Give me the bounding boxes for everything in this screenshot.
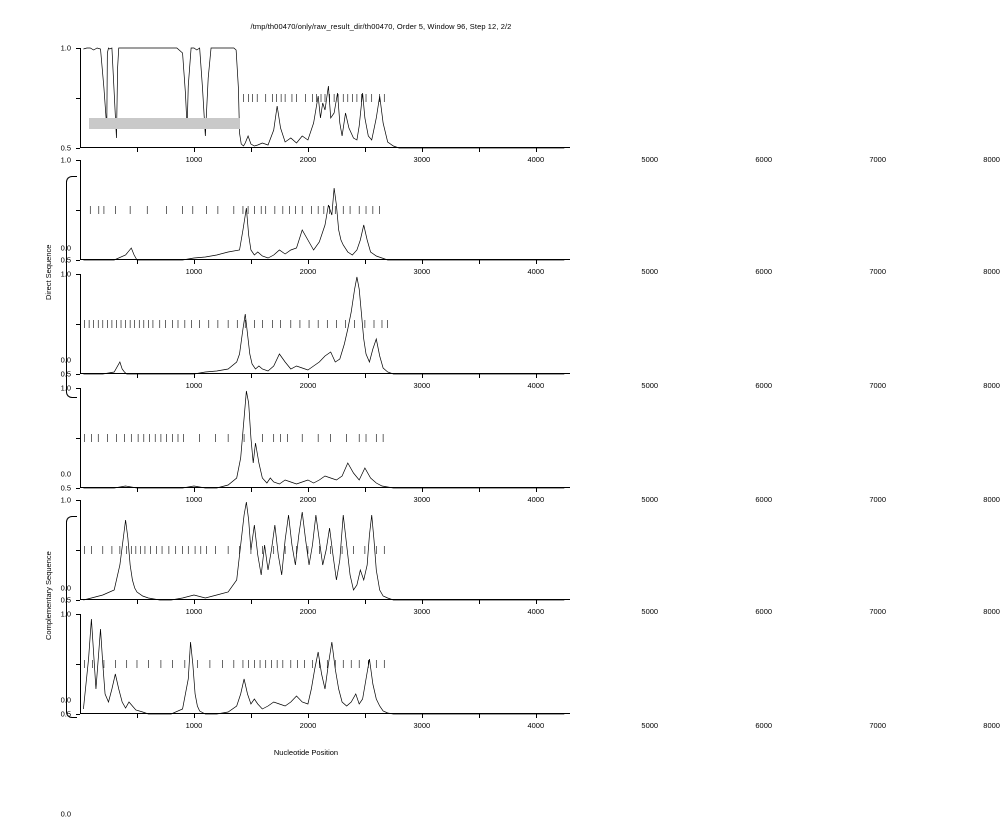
x-tick-label: 5000 (641, 721, 659, 730)
x-tick-label: 8000 (983, 155, 1000, 164)
coding-probability-curve (80, 500, 570, 600)
x-tick-label: 4000 (527, 721, 545, 730)
plot-area (60, 383, 1000, 593)
x-tick-label: 5000 (641, 495, 659, 504)
y-tick-label: 0.0 (60, 243, 71, 253)
coding-probability-curve (80, 274, 570, 374)
x-tick-label: 2000 (299, 381, 317, 390)
group-brace-direct (66, 176, 77, 398)
y-tick-label: 0.5 (60, 483, 71, 493)
x-tick-label: 2000 (299, 495, 317, 504)
x-tick-label: 2000 (299, 267, 317, 276)
orf-region-bar (89, 118, 240, 129)
plot-panel-complementary-frame-1 (60, 383, 1000, 593)
plot-panel-direct-frame-3 (60, 269, 1000, 479)
plot-panel-complementary-frame-2 (60, 495, 1000, 705)
x-tick-label: 4000 (527, 267, 545, 276)
y-tick-label: 0.5 (60, 255, 71, 265)
x-tick-label: 2000 (299, 155, 317, 164)
x-tick-label: 2000 (299, 721, 317, 730)
y-tick-label: 1.0 (60, 43, 71, 53)
x-tick (137, 600, 203, 616)
x-tick-label: 7000 (869, 381, 886, 390)
x-tick-label: 7000 (869, 155, 886, 164)
plot-panel-direct-frame-2 (60, 155, 1000, 365)
plot-area (60, 155, 1000, 365)
x-tick (137, 374, 203, 390)
x-tick-label: 8000 (983, 495, 1000, 504)
y-tick-label: 0.0 (60, 809, 71, 819)
x-tick-label: 5000 (641, 381, 659, 390)
x-tick-label: 8000 (983, 721, 1000, 730)
x-tick-label: 7000 (869, 495, 886, 504)
x-tick-label: 3000 (413, 721, 431, 730)
x-tick-label: 1000 (185, 267, 203, 276)
x-tick-label: 6000 (755, 155, 773, 164)
x-tick-label: 7000 (869, 267, 886, 276)
stop-codon-marks (85, 320, 388, 328)
x-tick-label: 3000 (413, 267, 431, 276)
x-tick-label: 3000 (413, 381, 431, 390)
x-tick (137, 714, 203, 730)
x-tick-label: 8000 (983, 267, 1000, 276)
x-tick-label: 1000 (185, 721, 203, 730)
stop-codon-marks (85, 660, 385, 668)
x-tick-label: 6000 (755, 721, 773, 730)
stop-codon-marks (85, 434, 384, 442)
y-tick-label: 0.5 (60, 595, 71, 605)
x-tick-label: 6000 (755, 267, 773, 276)
y-tick-label: 1.0 (60, 609, 71, 619)
coding-probability-curve (80, 160, 570, 260)
y-tick-label: 0.0 (60, 355, 71, 365)
x-tick-label: 7000 (869, 721, 886, 730)
plot-area (60, 495, 1000, 705)
figure-title-text: /tmp/th00470/only/raw_result_dir/th00470, Order 5, Window 96, Step 12, 2/2 (250, 22, 512, 31)
y-tick-label: 1.0 (60, 495, 71, 505)
x-tick-label: 4000 (527, 155, 545, 164)
figure-title (0, 22, 612, 31)
plot-area (60, 269, 1000, 479)
y-tick-label: 1.0 (60, 269, 71, 279)
x-tick-label: 4000 (527, 381, 545, 390)
coding-probability-curve (80, 614, 570, 714)
group-brace-complementary (66, 516, 77, 718)
stop-codon-marks (85, 546, 385, 554)
x-tick-label: 4000 (527, 495, 545, 504)
y-tick-label: 0.0 (60, 695, 71, 705)
x-tick-label: 3000 (413, 495, 431, 504)
coding-probability-curve (80, 48, 570, 148)
x-tick-label: 7000 (869, 607, 886, 616)
x-tick-label: 8000 (983, 607, 1000, 616)
x-tick-label: 5000 (641, 607, 659, 616)
x-axis-label: Nucleotide Position (273, 748, 339, 757)
x-tick-label: 2000 (299, 607, 317, 616)
x-tick (137, 148, 203, 164)
y-tick-label: 1.0 (60, 155, 71, 165)
y-tick-label: 0.5 (60, 709, 71, 719)
x-tick-label: 5000 (641, 155, 659, 164)
x-tick-label: 6000 (755, 607, 773, 616)
y-axis-label-complementary: Complementary Sequence (44, 551, 53, 640)
coding-probability-curve (80, 388, 570, 488)
x-tick-label: 1000 (185, 607, 203, 616)
x-tick-label: 3000 (413, 155, 431, 164)
x-tick-label: 1000 (185, 155, 203, 164)
x-tick-label: 3000 (413, 607, 431, 616)
y-tick-label: 0.5 (60, 143, 71, 153)
y-tick-label: 0.5 (60, 369, 71, 379)
x-tick-label: 1000 (185, 381, 203, 390)
x-tick-label: 5000 (641, 267, 659, 276)
x-tick-label: 6000 (755, 381, 773, 390)
x-tick-label: 1000 (185, 495, 203, 504)
x-tick (137, 260, 203, 276)
x-tick-label: 4000 (527, 607, 545, 616)
y-axis-label-direct: Direct Sequence (44, 244, 53, 300)
y-tick-label: 0.0 (60, 583, 71, 593)
x-tick-label: 6000 (755, 495, 773, 504)
plot-area (60, 43, 1000, 253)
x-tick-label: 8000 (983, 381, 1000, 390)
x-tick (137, 488, 203, 504)
plot-panel-direct-frame-1 (60, 43, 1000, 253)
y-tick-label: 0.0 (60, 469, 71, 479)
y-tick-label: 1.0 (60, 383, 71, 393)
